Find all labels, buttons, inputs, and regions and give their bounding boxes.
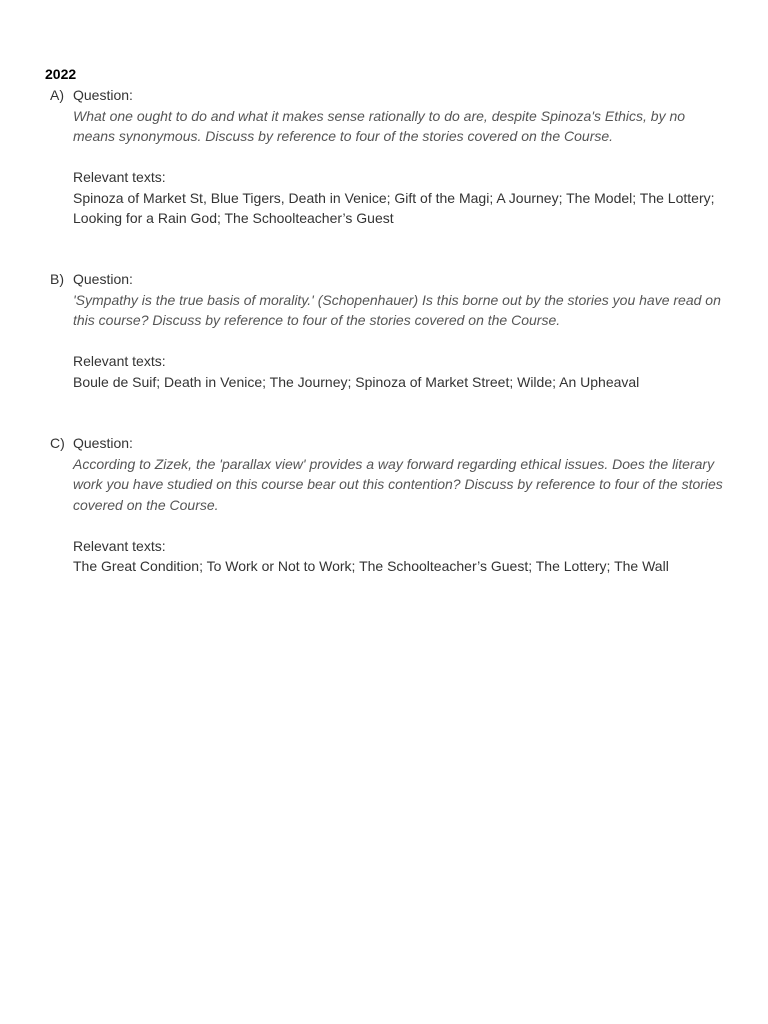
question-text: 'Sympathy is the true basis of morality.' (Schopenhauer) Is this borne out by the stories you have read on this course? Discuss by reference to four of the stories covered on the Course. <box>73 291 721 328</box>
relevant-texts-label: Relevant texts: <box>73 169 166 185</box>
relevant-texts-label: Relevant texts: <box>73 537 166 554</box>
question-label: Question: <box>73 87 133 103</box>
question-text: What one ought to do and what it makes sense rationally to do are, despite Spinoza's Ethics, by no means synonymous. Discuss by reference to four of the stories covered on the Course. <box>73 107 686 144</box>
spacer <box>73 331 723 352</box>
question-label: Question: <box>73 435 133 451</box>
relevant-texts-list: Spinoza of Market St, Blue Tigers, Death in Venice; Gift of the Magi; A Journey; The Model; The Lottery; Looking for a Rain God; The Schoolteacher’s Guest <box>73 189 715 226</box>
relevant-texts-label: Relevant texts: <box>73 353 166 369</box>
question-marker: B) <box>50 271 64 287</box>
question-label: Question: <box>73 271 133 287</box>
question-text: According to Zizek, the 'parallax view' provides a way forward regarding ethical issues. Does the literary work you have studied on this course bear out this contention? Discuss by reference to four of the stories covered on the Course. <box>73 455 723 513</box>
question-marker: C) <box>50 435 65 451</box>
question-content <box>73 433 723 577</box>
year-heading: 2022 <box>45 66 77 82</box>
question-content <box>73 85 723 229</box>
spacer <box>73 147 723 168</box>
spacer <box>73 515 723 536</box>
question-content <box>73 269 723 392</box>
question-marker: A) <box>50 87 64 103</box>
relevant-texts-list: The Great Condition; To Work or Not to Work; The Schoolteacher’s Guest; The Lottery; The Wall <box>73 558 669 574</box>
relevant-texts-list: Boule de Suif; Death in Venice; The Journey; Spinoza of Market Street; Wilde; An Upheaval <box>73 373 640 390</box>
